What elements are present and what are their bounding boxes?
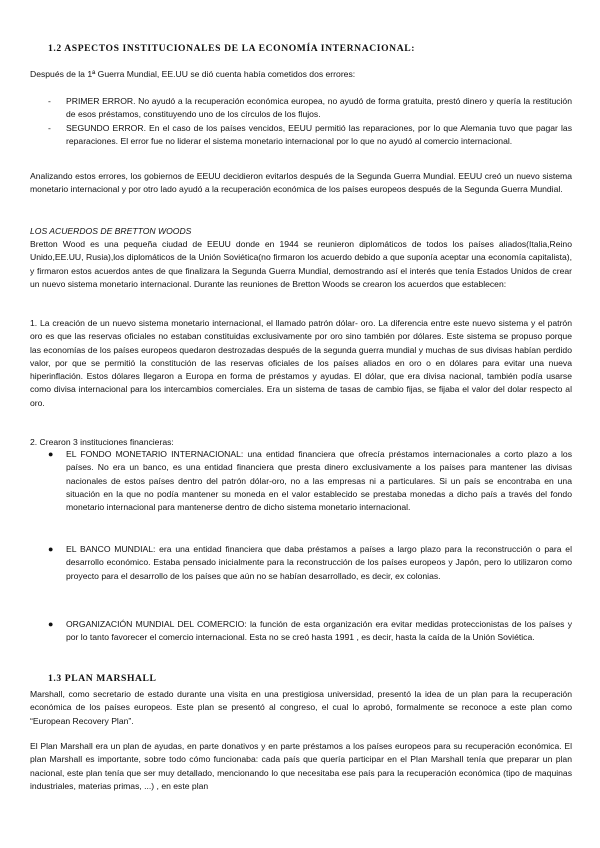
point-2-paragraph: 2. Crearon 3 instituciones financieras: bbox=[30, 437, 174, 447]
bullet-icon: ● bbox=[48, 619, 54, 629]
bullet-icon: ● bbox=[48, 449, 54, 459]
list-item-second-error: SEGUNDO ERROR. En el caso de los países vencidos, EEUU permitió las reparaciones, por lo que Alemania tuvo que pagar las reparaciones. El error fue no liderar el sistema monetario internacional por lo que no ayudó al comercio internacional. bbox=[66, 123, 572, 147]
marshall-paragraph-2: El Plan Marshall era un plan de ayudas, en parte donativos y en parte préstamos a los países europeos para su recuperación económica. El plan Marshall es importante, sobre todo cómo funcionaba: cada país que quería participar en el Plan Marshall tenía que preparar un plan nacional, este plan tenía que ser muy detallado, mencionando lo que necesitaba ese país para la recuperación económica (tipo de maquinas industriales, materias primas, ...) , en este plan bbox=[30, 741, 572, 791]
list-marker: - bbox=[48, 96, 51, 106]
intro-paragraph: Después de la 1ª Guerra Mundial, EE.UU se dió cuenta había cometidos dos errores: bbox=[30, 69, 356, 79]
list-item-wto: ORGANIZACIÓN MUNDIAL DEL COMERCIO: la función de esta organización era evitar medidas proteccionistas de los países y por lo tanto favorecer el comercio internacional. Esta no se creó hasta 1991 , es decir, hasta la caída de la Unión Soviética. bbox=[66, 619, 572, 643]
bretton-woods-subtitle: LOS ACUERDOS DE BRETTON WOODS bbox=[30, 226, 192, 236]
list-item-first-error: PRIMER ERROR. No ayudó a la recuperación económica europea, no ayudó de forma gratuita, prestó dinero y quería la restitución de esos préstamos, constituyendo uno de los círculos de los flujos. bbox=[66, 96, 572, 120]
marshall-paragraph-1: Marshall, como secretario de estado durante una visita en una prestigiosa universidad, presentó la idea de un plan para la recuperación económica de los países europeos. Este plan se presentó al congreso, el cual lo aprobó, formalmente se reconoce a este plan como “European Recovery Plan”. bbox=[30, 689, 572, 726]
bullet-icon: ● bbox=[48, 544, 54, 554]
analysis-paragraph: Analizando estos errores, los gobiernos de EEUU decidieron evitarlos después de la Segunda Guerra Mundial. EEUU creó un nuevo sistema monetario internacional y por otro lado ayudó a la recuperación económica de los países europeos después de la Segunda Guerra Mundial. bbox=[30, 171, 572, 195]
list-item-imf: EL FONDO MONETARIO INTERNACIONAL: una entidad financiera que ofrecía préstamos internacionales a corto plazo a los países. No era un banco, es una entidad financiera que presta dinero exclusivamente a los países para mantener las divisas nacionales de estos países dentro del patrón dólar-oro, no a las empresas ni a particulares. Si un país se encontraba en una situación en la que no podía mantener su moneda en el valor establecido se prestaba monedas a dicho país a través del fondo monetario internacional para mantenerse dentro de dicho sistema monetario internacional. bbox=[66, 449, 572, 513]
point-1-paragraph: 1. La creación de un nuevo sistema monetario internacional, el llamado patrón dólar- oro. La diferencia entre este nuevo sistema y el patrón oro es que las reservas oficiales no estaban constituidas exclusivamente por oro sino también por dólares. Este sistema se propuso porque las economías de los países europeos quedaron destrozadas después de la segunda guerra mundial y muchas de sus divisas habían perdido valor, por que se permitió la constitución de las reservas oficiales de los países aliados en oro o en dólares para evitar una nueva hiperinflación. Estos dólares llegaron a Europa en forma de préstamos y ayudas. El dólar, que era divisa nacional, también podía usarse como divisa internacional para los intercambios comerciales. Era un sistema de tasas de cambio fijas, se fijaba el valor del dolar respecto al oro. bbox=[30, 318, 572, 408]
list-marker: - bbox=[48, 123, 51, 133]
bretton-woods-paragraph: Bretton Wood es una pequeña ciudad de EEUU donde en 1944 se reunieron diplomáticos de todos los países aliados(Italia,Reino Unido,EE.UU, Rusia),los diplomáticos de la Unión Soviética(no firmaron los acuerdo debido a que suponía aceptar una economía capitalista), y firmaron estos acuerdos antes de que finalizara la Segunda Guerra Mundial, demostrando así el interés que tenía Estados Unidos de crear un nuevo sistema monetario internacional. Durante las reuniones de Bretton Woods se crearon los acuerdos que establecen: bbox=[30, 239, 572, 289]
list-item-world-bank: EL BANCO MUNDIAL: era una entidad financiera que daba préstamos a países a largo plazo para la reconstrucción o para el desarrollo económico. Estaba pensado inicialmente para la reconstrucción de los países europeos y Japón, pero lo utilizaron como proyecto para el desarrollo de los países que aún no se habían desarrollado, es decir, ex colonias. bbox=[66, 544, 572, 581]
section-heading-1-3: 1.3 PLAN MARSHALL bbox=[48, 673, 157, 684]
section-heading-1-2: 1.2 ASPECTOS INSTITUCIONALES DE LA ECONOMÍA INTERNACIONAL: bbox=[48, 43, 416, 54]
